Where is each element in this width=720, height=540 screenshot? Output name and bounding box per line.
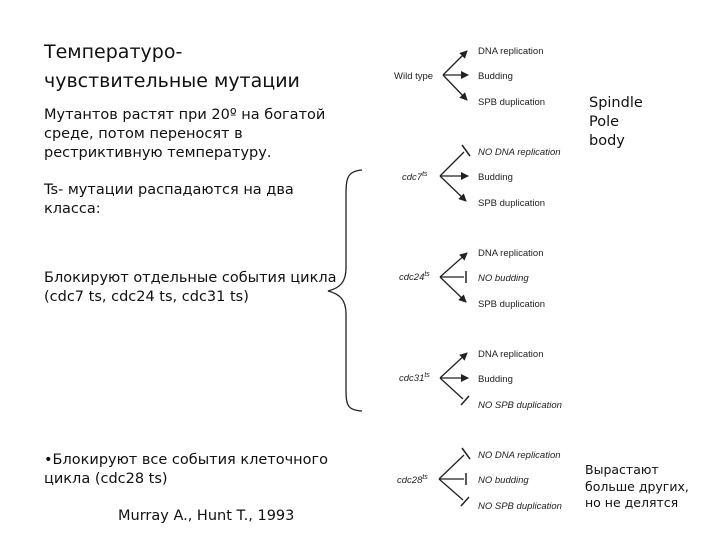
- wild-type-label: Wild type: [394, 71, 434, 82]
- cdc24-label: $cdc24^{ts}$: [399, 271, 430, 283]
- cdc7-group: [402, 145, 561, 209]
- grow-line-1: Вырастают: [585, 462, 659, 477]
- cdc24-event-spb: SPB duplication: [478, 299, 546, 310]
- title-line-1: Температуро-: [44, 41, 183, 63]
- class-one-line-1: Блокируют отдельные события цикла: [44, 270, 337, 286]
- wild-event-spb: SPB duplication: [478, 97, 546, 108]
- cdc24-arrow-dna: [440, 253, 467, 277]
- cdc7-label: $cdc7^{ts}$: [402, 171, 428, 183]
- cdc7-event-dna: NO DNA replication: [478, 147, 561, 158]
- cdc31-arrow-dna: [440, 353, 467, 378]
- method-line-3: рестриктивную температуру.: [44, 145, 272, 161]
- title-line-2: чувствительные мутации: [44, 70, 300, 92]
- wild-arrow-spb: [443, 75, 467, 100]
- citation: Murray A., Hunt T., 1993: [118, 508, 295, 524]
- cdc28-group: [397, 448, 562, 512]
- cdc7-block-dna: [440, 152, 464, 176]
- cdc7-arrow-spb: [440, 176, 466, 201]
- cdc28-block-dna-bar: [462, 448, 470, 459]
- cdc28-event-spb: NO SPB duplication: [478, 501, 562, 512]
- spb-line-2: Pole: [589, 114, 620, 130]
- cdc31-group: [399, 349, 562, 411]
- wild-event-dna: DNA replication: [478, 46, 544, 57]
- spb-line-1: Spindle: [589, 95, 643, 111]
- cdc7-event-budding: Budding: [478, 172, 513, 183]
- class-one-line-2: (cdc7 ts, cdc24 ts, cdc31 ts): [44, 289, 249, 305]
- cdc31-block-spb: [440, 378, 463, 399]
- grow-line-2: больше других,: [585, 478, 689, 494]
- cdc24-group: [399, 248, 545, 310]
- cdc31-block-bar: [461, 396, 469, 405]
- method-line-1: Мутантов растят при 20º на богатой: [44, 107, 326, 123]
- ts-line-2: класса:: [44, 201, 101, 217]
- cdc31-event-budding: Budding: [478, 374, 513, 385]
- wild-type-group: [394, 46, 545, 108]
- class-two-line-2: цикла (cdc28 ts): [44, 471, 168, 487]
- cdc28-block-spb: [439, 479, 463, 500]
- cdc28-event-dna: NO DNA replication: [478, 450, 561, 461]
- wild-arrow-dna: [443, 51, 467, 75]
- cdc31-event-spb: NO SPB duplication: [478, 400, 562, 411]
- cdc28-label: $cdc28^{ts}$: [397, 474, 428, 486]
- cdc31-event-dna: DNA replication: [478, 349, 544, 360]
- cdc28-block-spb-bar: [461, 497, 469, 506]
- class-two-line-1: •Блокируют все события клеточного: [44, 452, 329, 468]
- cdc24-event-budding: NO budding: [478, 273, 529, 284]
- class-bracket: [328, 170, 362, 411]
- cdc7-event-spb: SPB duplication: [478, 198, 546, 209]
- cdc7-block-bar: [462, 145, 470, 156]
- cdc31-label: $cdc31^{ts}$: [399, 372, 430, 384]
- wild-event-budding: Budding: [478, 71, 513, 82]
- cdc28-block-dna: [439, 455, 464, 479]
- cdc24-event-dna: DNA replication: [478, 248, 544, 259]
- grow-line-3: но не делятся: [585, 495, 679, 510]
- ts-line-1: Ts- мутации распадаются на два: [44, 182, 294, 198]
- method-line-2: среде, потом переносят в: [44, 126, 243, 142]
- cdc28-event-budding: NO budding: [478, 475, 529, 486]
- spb-line-3: body: [589, 133, 625, 149]
- cdc24-arrow-spb: [440, 277, 466, 302]
